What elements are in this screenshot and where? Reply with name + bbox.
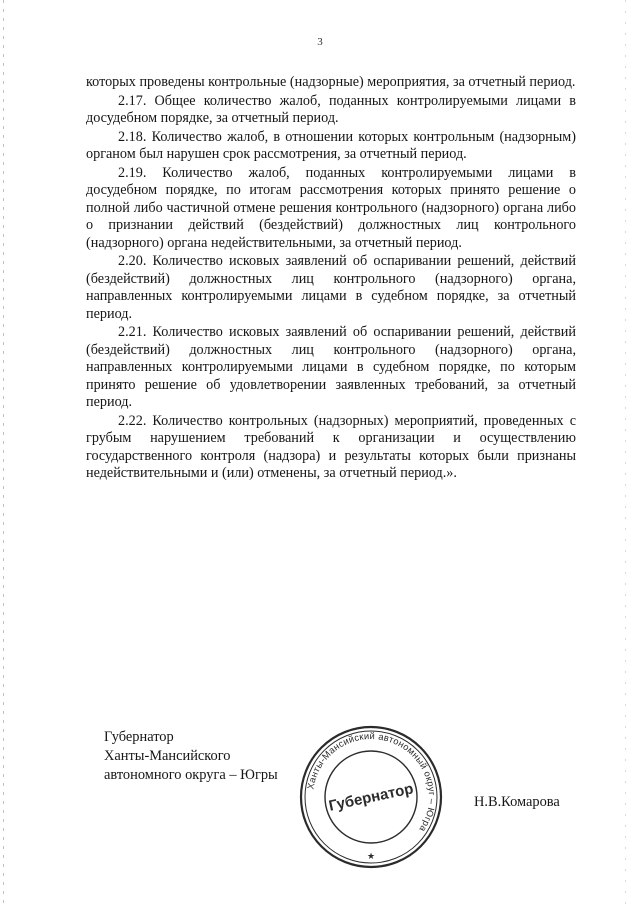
paragraph-2-20: 2.20. Количество исковых заявлений об оспаривании решений, действий (бездействий) должностных лиц контрольного (надзорного) органа, направленных контролируемыми лицами в судебном порядке, за отчетный период.: [86, 253, 576, 322]
paragraph-2-19: 2.19. Количество жалоб, поданных контролируемыми лицами в досудебном порядке, по итогам рассмотрения которых принято решение о полной либо частичной отмене решения контрольного (надзорного) органа либо о признании действий (бездействий) должностных лиц контрольного (надзорного) органа недействительными, за отчетный период.: [86, 164, 576, 251]
signature-region-2: автономного округа – Югры: [104, 767, 278, 783]
paragraph-continuation: которых проведены контрольные (надзорные) мероприятия, за отчетный период.: [86, 74, 576, 90]
signature-region: Ханты-Мансийского: [104, 748, 231, 764]
paragraph-2-17: 2.17. Общее количество жалоб, поданных контролируемыми лицами в досудебном порядке, за отчетный период.: [86, 92, 576, 126]
paragraph-2-18: 2.18. Количество жалоб, в отношении которых контрольным (надзорным) органом был нарушен срок рассмотрения, за отчетный период.: [86, 128, 576, 162]
official-stamp: [296, 722, 446, 872]
stamp-star-icon: ★: [366, 852, 376, 862]
signer-name: Н.В.Комарова: [474, 794, 560, 810]
stamp-center-text: Губернатор: [327, 780, 415, 815]
scan-edge-right: [625, 0, 626, 905]
paragraph-2-22: 2.22. Количество контрольных (надзорных) мероприятий, проведенных с грубым нарушением требований к организации и осуществлению государственного контроля (надзора) и результаты которых были признаны недействительными и (или) отменены, за отчетный период.».: [86, 412, 576, 481]
scan-edge-left: [3, 0, 4, 905]
paragraph-2-21: 2.21. Количество исковых заявлений об оспаривании решений, действий (бездействий) должностных лиц контрольного (надзорного) органа, направленных контролируемыми лицами в судебном порядке, по которым принято решение об удовлетворении заявленных требований, за отчетный период.: [86, 324, 576, 410]
stamp-ring-text: Ханты-Мансийский автономный округ – Югра: [305, 730, 438, 834]
signature-block: [104, 728, 278, 785]
document-body: [86, 74, 576, 484]
page-number: 3: [317, 36, 323, 48]
signature-title: Губернатор: [104, 729, 174, 745]
